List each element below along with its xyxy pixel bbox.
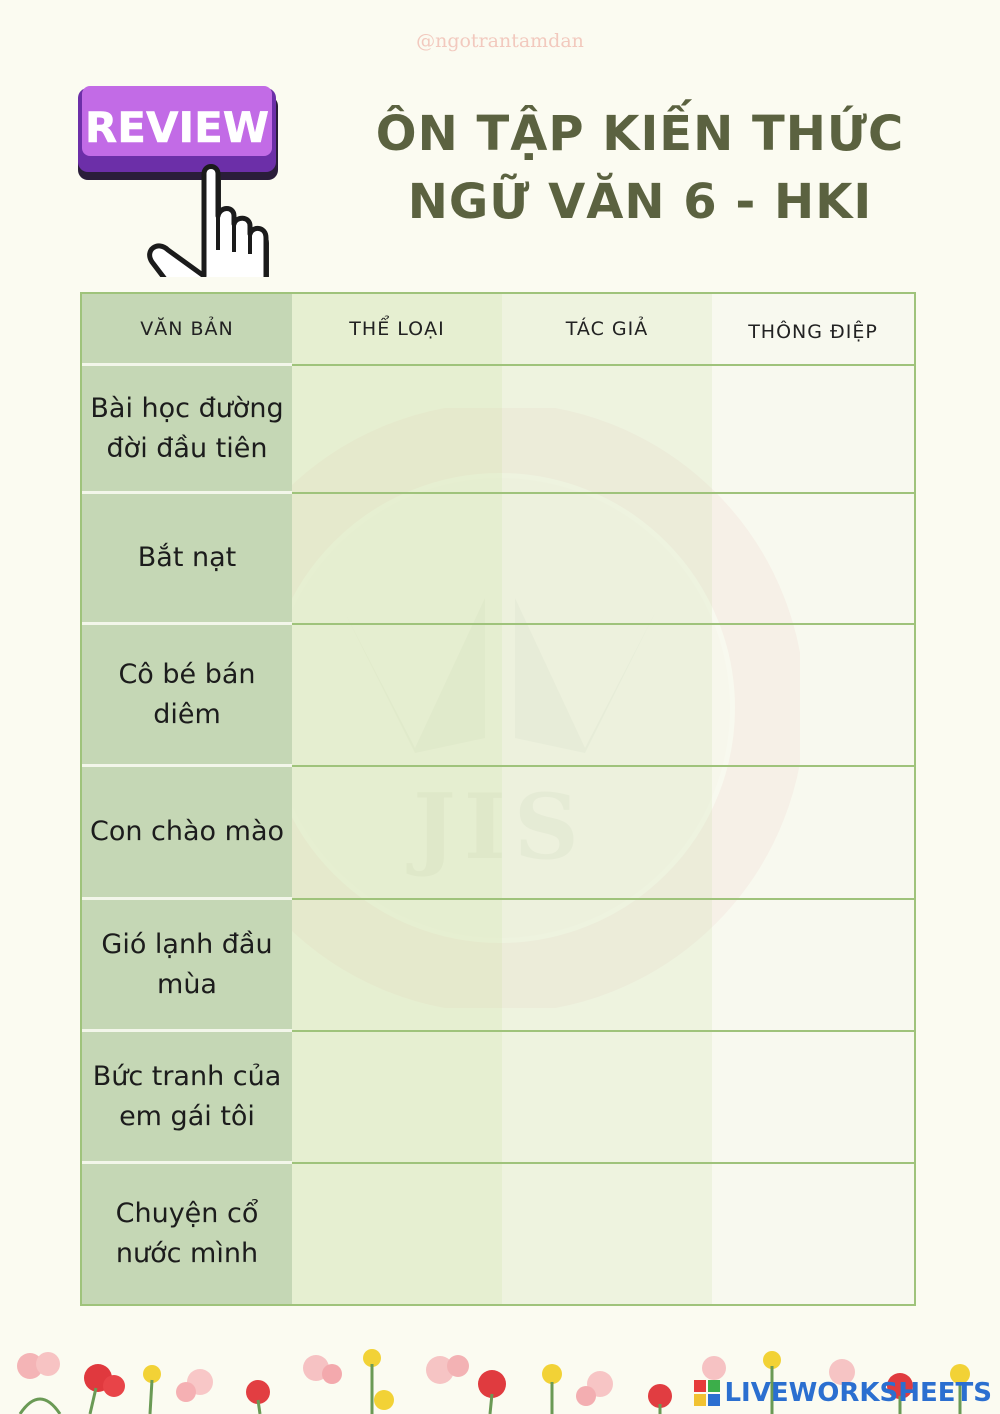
review-button-graphic (74, 82, 284, 277)
answer-cell-the-loai[interactable] (292, 767, 502, 900)
pointer-hand-icon (150, 167, 269, 278)
answer-cell-the-loai[interactable] (292, 1032, 502, 1164)
header-van-ban: VĂN BẢN (82, 294, 292, 366)
answer-cell-thong-diep[interactable] (712, 366, 914, 494)
answer-cell-thong-diep[interactable] (712, 1164, 914, 1304)
header-thong-diep: THÔNG ĐIỆP (712, 294, 914, 366)
author-watermark: @ngotrantamdan (416, 30, 584, 52)
answer-cell-the-loai[interactable] (292, 494, 502, 625)
row-label: Bức tranh của em gái tôi (82, 1032, 292, 1164)
answer-cell-tac-gia[interactable] (502, 900, 712, 1032)
row-label: Chuyện cổ nước mình (82, 1164, 292, 1304)
row-label: Bài học đường đời đầu tiên (82, 366, 292, 494)
liveworksheets-mark-icon (694, 1380, 720, 1406)
row-label: Gió lạnh đầu mùa (82, 900, 292, 1032)
answer-cell-tac-gia[interactable] (502, 494, 712, 625)
title-line-1: ÔN TẬP KIẾN THỨC (375, 106, 905, 162)
answer-cell-the-loai[interactable] (292, 900, 502, 1032)
answer-cell-the-loai[interactable] (292, 1164, 502, 1304)
review-button-label: REVIEW (84, 103, 270, 152)
row-label: Cô bé bán diêm (82, 625, 292, 767)
liveworksheets-logo (694, 1378, 992, 1408)
row-label: Con chào mào (82, 767, 292, 900)
answer-cell-thong-diep[interactable] (712, 494, 914, 625)
answer-cell-tac-gia[interactable] (502, 767, 712, 900)
answer-cell-thong-diep[interactable] (712, 625, 914, 767)
answer-cell-the-loai[interactable] (292, 366, 502, 494)
answer-cell-thong-diep[interactable] (712, 1032, 914, 1164)
header-the-loai: THỂ LOẠI (292, 294, 502, 366)
page-title (330, 100, 950, 236)
answer-cell-tac-gia[interactable] (502, 625, 712, 767)
answer-cell-the-loai[interactable] (292, 625, 502, 767)
answer-cell-thong-diep[interactable] (712, 900, 914, 1032)
title-line-2: NGỮ VĂN 6 - HKI (407, 174, 873, 230)
answer-cell-tac-gia[interactable] (502, 366, 712, 494)
answer-cell-tac-gia[interactable] (502, 1032, 712, 1164)
answer-cell-tac-gia[interactable] (502, 1164, 712, 1304)
header-tac-gia: TÁC GIẢ (502, 294, 712, 366)
row-label: Bắt nạt (82, 494, 292, 625)
answer-cell-thong-diep[interactable] (712, 767, 914, 900)
liveworksheets-brand: LIVEWORKSHEETS (724, 1378, 992, 1408)
review-table (80, 292, 916, 1306)
